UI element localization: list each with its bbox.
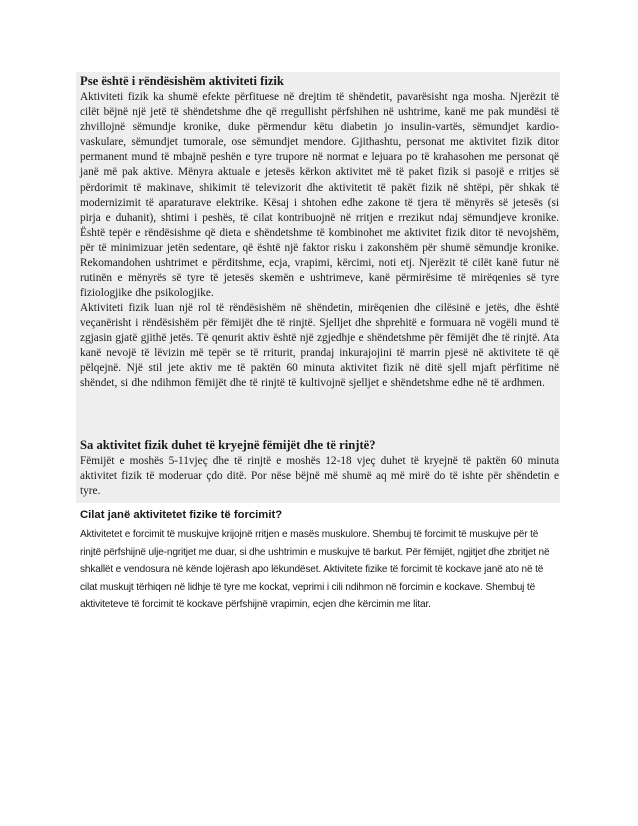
- paragraph-strengthening: Aktivitetet e forcimit të muskujve krijojnë rritjen e masës muskulore. Shembuj të forcimit të muskujve për të rinjtë përfshijnë ulje-ngritjet me duar, si dhe ushtrimin e muskujve të barkut. Për fëmijët, ngjitjet dhe zbritjet në shkallët e vendosura në kënde lojërash apo lëkundëset. Aktivitete fizike të forcimit të kockave janë ato në të cilat muskujt tërhiqen në lidhje të tyre me kockat, veprimi i cili ndihmon në forcimin e kockave. Shembuj të aktiviteteve të forcimit të kockave përfshijnë vrapimin, ecjen dhe kërcimin me litar.: [80, 529, 550, 611]
- section-title-how-much: Sa aktivitet fizik duhet të kryejnë fëmijët dhe të rinjtë?: [80, 438, 376, 452]
- section-title-strengthening: Cilat janë aktivitetet fizike të forcimit?: [80, 509, 283, 521]
- paragraph-benefits: Aktiviteti fizik ka shumë efekte përfituese në drejtim të shëndetit, pavarësisht nga mosha. Njerëzit të cilët bëjnë një jetë të shëndetshme dhe që rregullisht përfshihen në ushtrime, kanë me pak mundësi të zhvillojnë sëmundje kronike, duke përmendur këtu diabetin jo insulin-vartës, sëmundjet kardio-vaskulare, sëmundjet tumorale, ose sëmundjet mendore. Gjithashtu, personat me aktivitet fizik ditor permanent mund të mbajnë peshën e tyre trupore në normat e lejuara po të krahasohen me personat që janë më pak aktive. Mënyra aktuale e jetesës kërkon aktivitet më të paket fizik si pasojë e rritjes së përdorimit të makinave, shikimit të televizorit dhe aktivitetit të pakët fizik në shtëpi, për shkak të modernizimit të aparaturave elektrike. Kësaj i shtohen edhe zakone të tjera të mënyrës së jetesës (si pirja e duhanit), shtimi i peshës, të cilat kontribuojnë në rritjen e rrezikut ndaj sëmundjeve kronike. Është tepër e rëndësishme që dieta e shëndetshme të kombinohet me aktivitet fizik ditor të nevojshëm, për të minimizuar jetën sedentare, që është një faktor risku i zakonshëm për shumë sëmundje kronike. Rekomandohen ushtrimet e përditshme, ecja, vrapimi, kërcimi, noti etj. Njerëzit të cilët kanë futur në rutinën e mënyrës së tyre të jetesës skemën e ushtrimeve, kanë përmirësime të mirëqenies së tyre fiziologjike dhe psikologjike.: [80, 91, 559, 300]
- paragraph-how-much: Fëmijët e moshës 5-11vjeç dhe të rinjtë e moshës 12-18 vjeç duhet të kryejnë të paktën 60 minuta aktivitet fizik të moderuar çdo ditë. Por nëse bëjnë më shumë aq më mirë do të ishte për shëndetin e tyre.: [80, 455, 559, 498]
- section-title-importance: Pse është i rëndësishëm aktiviteti fizik: [80, 74, 284, 88]
- paragraph-children-youth: Aktiviteti fizik luan një rol të rëndësishëm në shëndetin, mirëqenien dhe cilësinë e jetës, dhe është veçanërisht i rëndësishëm për fëmijët dhe të rinjtë. Sjelljet dhe shprehitë e formuara në vogëli mund të zgjasin gjatë gjithë jetës. Të qenurit aktiv është një zgjedhje e shëndetshme për fëmijët dhe të rinjtë. Ata kanë nevojë të lëvizin më tepër se të rriturit, prandaj inkurajojini të marrin pjesë në aktivitete të qё pëlqejnë. Një stil jete aktiv me të paktën 60 minuta aktivitet fizik në ditë sjell mjaft përfitime në shëndet, si dhe ndihmon fëmijët dhe të rinjtë të kultivojnë sjelljet e shëndetshme edhe në të ardhmen.: [80, 302, 559, 390]
